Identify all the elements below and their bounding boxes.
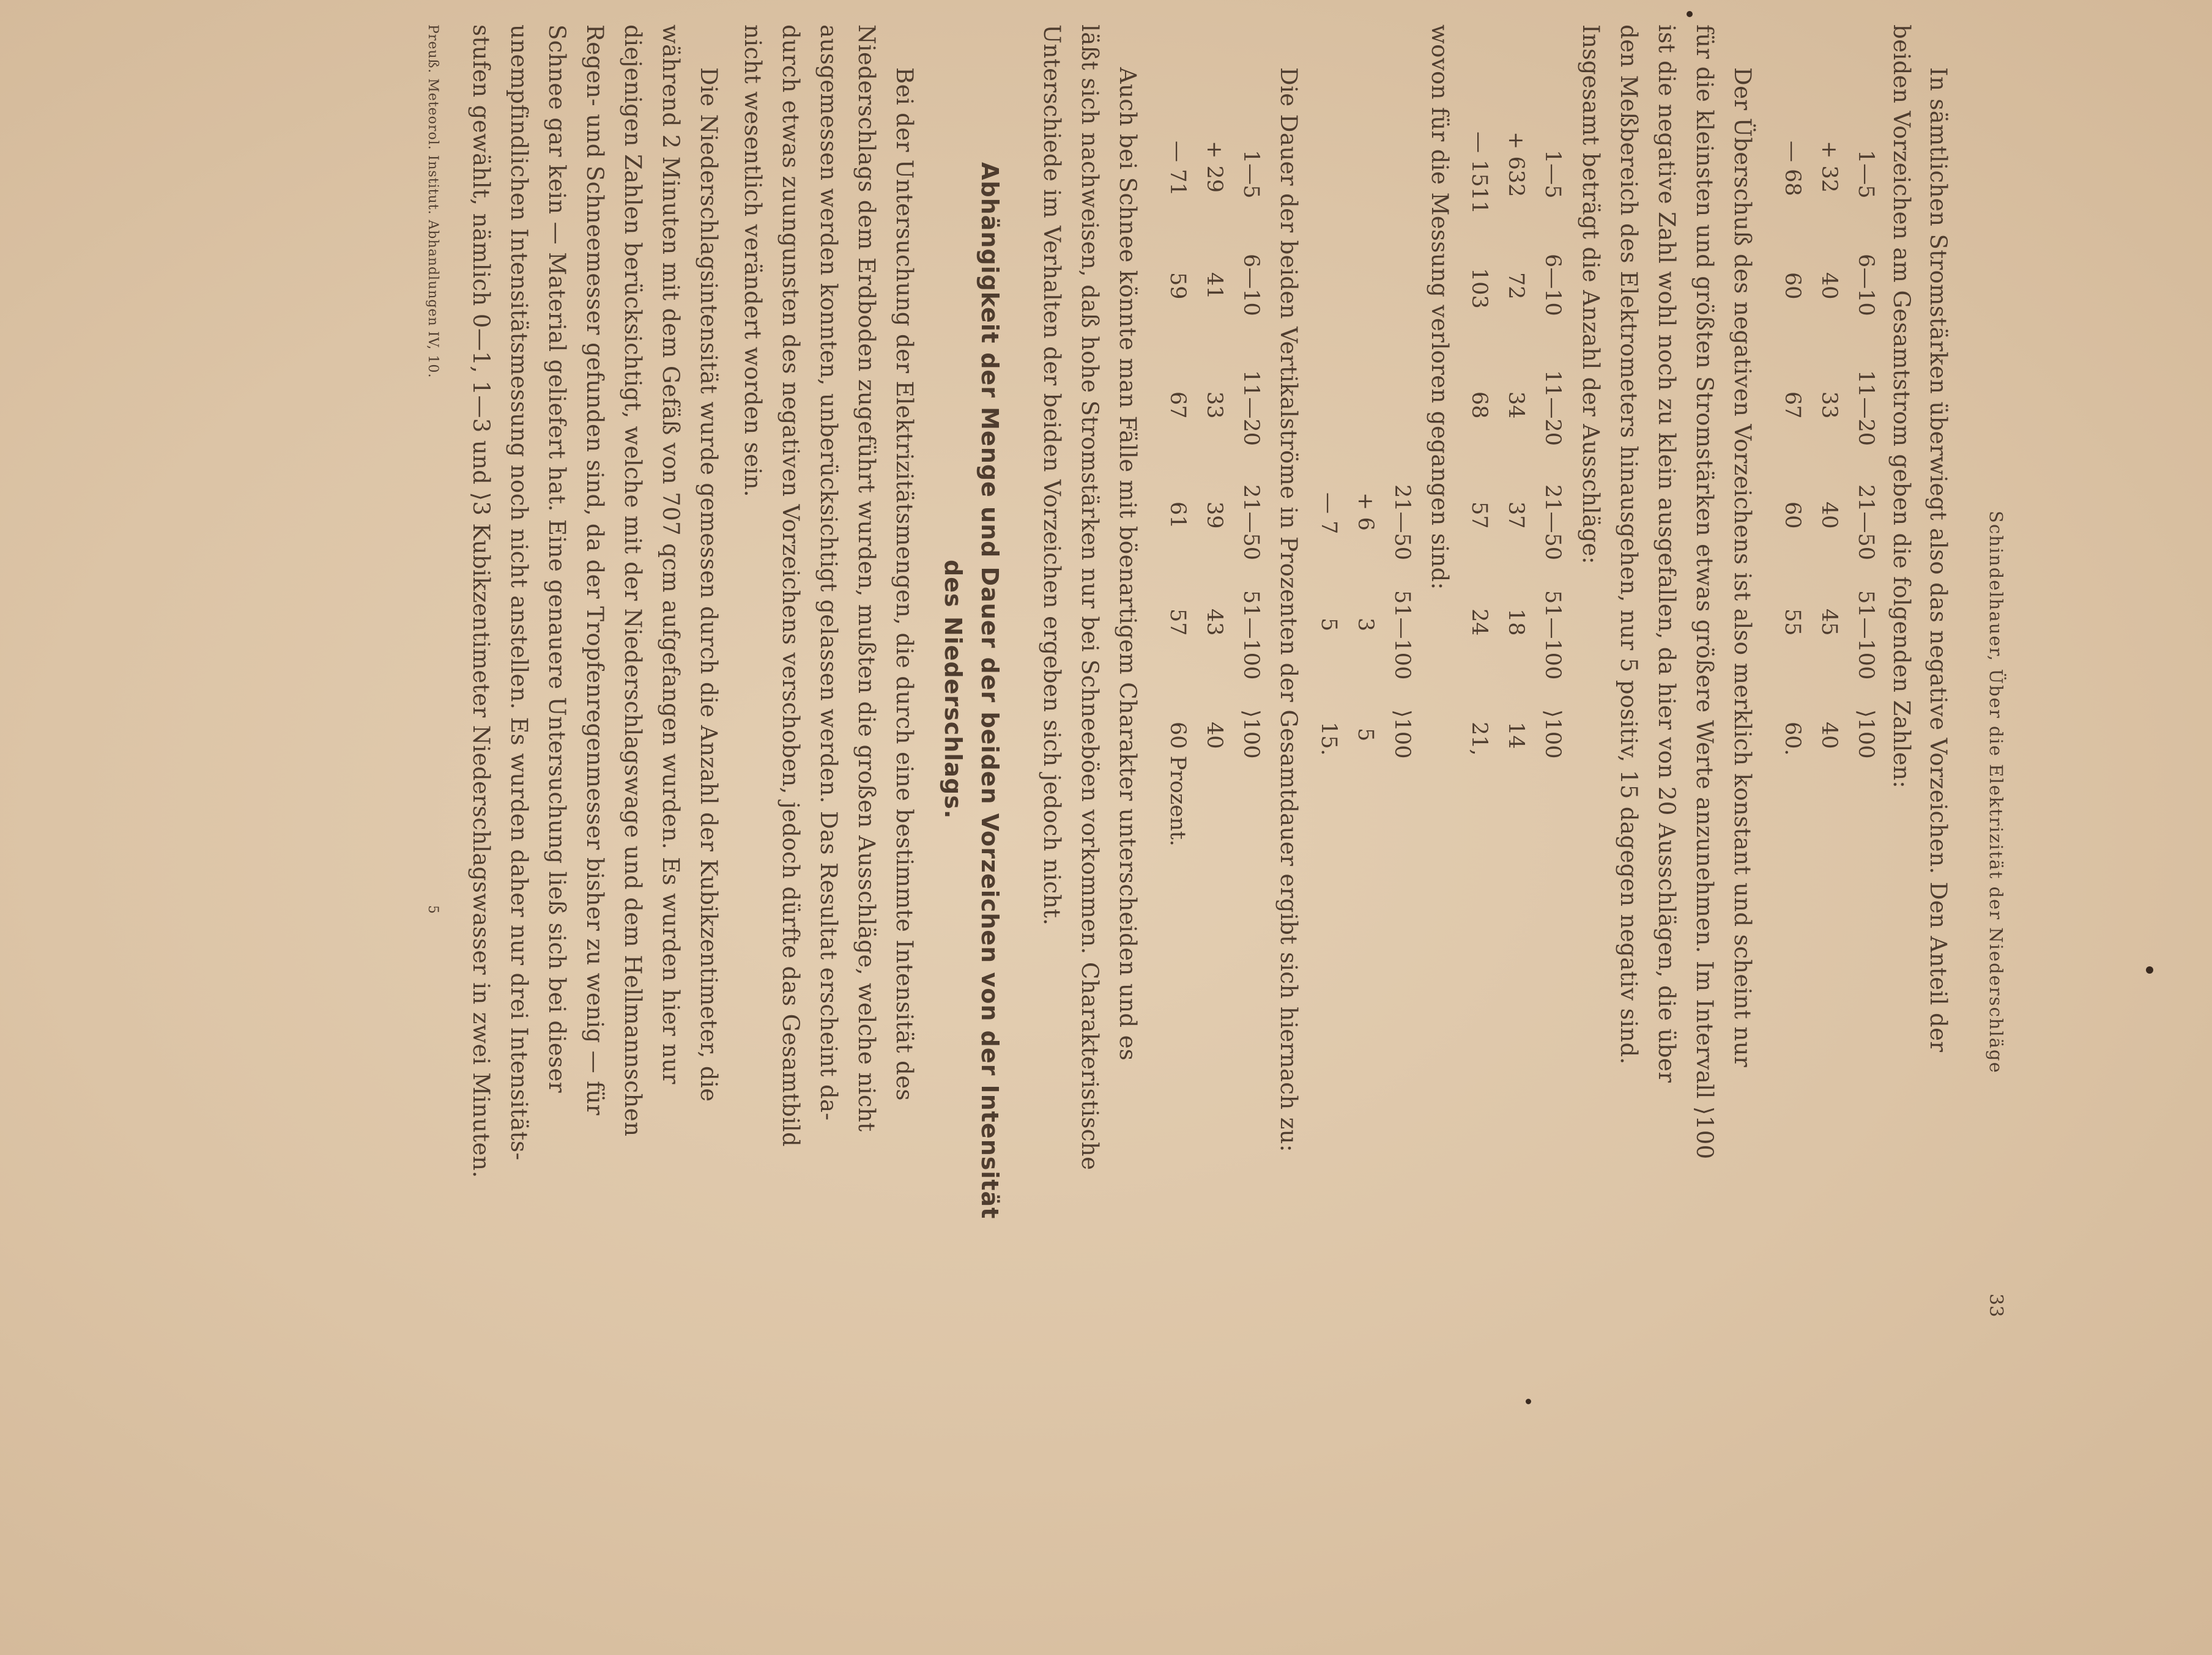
- table-cell: 21—50: [1540, 484, 1565, 561]
- dust-speck: [1687, 11, 1693, 17]
- table-cell: 5: [1316, 618, 1341, 632]
- text-line: wovon für die Messung verloren gegangen sind:: [1427, 24, 1453, 590]
- table-cell: + 632: [1504, 131, 1528, 198]
- page-number: 33: [1985, 1294, 2006, 1317]
- table-cell: 34: [1504, 391, 1528, 419]
- text-line: für die kleinsten und größten Stromstärken etwas größere Werte anzunehmen. Im Intervall ⟩100: [1691, 24, 1718, 1160]
- table-cell: 33: [1202, 391, 1227, 419]
- table-cell: 21—50: [1390, 484, 1414, 561]
- table-cell: 57: [1467, 502, 1491, 529]
- text-line: Niederschlags dem Erdboden zugeführt wurden, mußten die großen Ausschläge, welche nicht: [853, 24, 880, 1132]
- table-cell: 59: [1165, 272, 1190, 300]
- table-cell: 60: [1780, 272, 1805, 300]
- text-line: Insgesamt beträgt die Anzahl der Ausschläge:: [1578, 24, 1604, 565]
- table-cell: 61: [1165, 502, 1190, 529]
- table-cell: 1—5: [1854, 150, 1878, 199]
- table-cell: 103: [1467, 268, 1491, 309]
- table-cell: 1—5: [1540, 150, 1565, 199]
- table-cell: 51—100: [1390, 590, 1414, 680]
- text-line: ausgemessen werden konnten, unberücksichtigt gelassen werden. Das Resultat erscheint da-: [815, 24, 842, 1121]
- table-cell: 60.: [1780, 722, 1805, 756]
- table-cell: 51—100: [1239, 590, 1263, 680]
- text-line: Bei der Untersuchung der Elektrizitätsmengen, die durch eine bestimmte Intensität des: [891, 67, 918, 1101]
- text-line: Die Niederschlagsintensität wurde gemessen durch die Anzahl der Kubikzentimeter, die: [696, 67, 722, 1102]
- table-cell: — 7: [1316, 492, 1341, 535]
- table-cell: 5: [1353, 728, 1378, 742]
- table-cell: 14: [1504, 722, 1528, 749]
- table-cell: 6—10: [1540, 254, 1565, 316]
- table-cell: — 71: [1165, 141, 1190, 196]
- table-cell: 43: [1202, 609, 1227, 636]
- table-cell: — 1511: [1467, 131, 1491, 215]
- table-cell: 40: [1202, 722, 1227, 749]
- text-line: Auch bei Schnee könnte man Fälle mit böenartigem Charakter unterscheiden und es: [1115, 67, 1141, 1061]
- table-cell: 6—10: [1239, 254, 1263, 316]
- text-line: läßt sich nachweisen, daß hohe Stromstärken nur bei Schneeböen vorkommen. Charakteristische: [1077, 24, 1103, 1171]
- text-line: Die Dauer der beiden Vertikalströme in Prozenten der Gesamtdauer ergibt sich hiernach zu:: [1275, 67, 1302, 1152]
- table-cell: 45: [1817, 609, 1841, 636]
- text-line: Schnee gar kein — Material geliefert hat. Eine genauere Untersuchung ließ sich bei dieser: [544, 24, 570, 1093]
- text-line: während 2 Minuten mit dem Gefäß von 707 qcm aufgefangen wurden. Es wurden hier nur: [658, 24, 684, 1084]
- text-line: ist die negative Zahl wohl noch zu klein ausgefallen, da hier von 20 Ausschlägen, die über: [1653, 24, 1680, 1083]
- table-cell: 60: [1780, 502, 1805, 529]
- text-line: In sämtlichen Stromstärken überwiegt also das negative Vorzeichen. Den Anteil der: [1925, 67, 1951, 1053]
- text-line: durch etwas zuungunsten des negativen Vorzeichens verschoben, jedoch dürfte das Gesamtbild: [778, 24, 804, 1147]
- table-cell: 11—20: [1854, 370, 1878, 446]
- text-line: diejenigen Zahlen berücksichtigt, welche mit der Niederschlagswage und dem Hellmannschen: [620, 24, 646, 1137]
- table-cell: 67: [1165, 391, 1190, 419]
- dust-speck: [2146, 966, 2153, 974]
- table-cell: 57: [1165, 609, 1190, 636]
- table-cell: 6—10: [1854, 254, 1878, 316]
- table-cell: 51—100: [1854, 590, 1878, 680]
- rotated-page: [232, 24, 2006, 1627]
- text-line: Der Überschuß des negativen Vorzeichens ist also merklich konstant und scheint nur: [1729, 67, 1756, 1068]
- table-cell: ⟩100: [1540, 709, 1565, 759]
- footnote: Preuß. Meteorol. Institut. Abhandlungen IV, 10.: [425, 24, 440, 379]
- table-cell: 21—50: [1854, 484, 1878, 561]
- text-line: unempfindlichen Intensitätsmessung noch nicht anstellen. Es wurden daher nur drei Intensitäts-: [506, 24, 532, 1161]
- table-cell: 21,: [1467, 722, 1491, 756]
- table-cell: 51—100: [1540, 590, 1565, 680]
- table-cell: ⟩100: [1854, 709, 1878, 759]
- table-cell: 1—5: [1239, 150, 1263, 199]
- table-cell: 21—50: [1239, 484, 1263, 561]
- table-cell: + 29: [1202, 141, 1227, 193]
- table-cell: 11—20: [1239, 370, 1263, 446]
- table-cell: 67: [1780, 391, 1805, 419]
- table-cell: 68: [1467, 391, 1491, 419]
- table-cell: ⟩100: [1390, 709, 1414, 759]
- table-cell: 3: [1353, 618, 1378, 632]
- table-cell: 33: [1817, 391, 1841, 419]
- text-line: Unterschiede im Verhalten der beiden Vorzeichen ergeben sich jedoch nicht.: [1039, 24, 1065, 926]
- table-cell: 39: [1202, 502, 1227, 529]
- table-cell: — 68: [1780, 141, 1805, 196]
- text-line: den Meßbereich des Elektrometers hinausgehen, nur 5 positiv, 15 dagegen negativ sind.: [1616, 24, 1642, 1065]
- table-cell: 40: [1817, 502, 1841, 529]
- text-line: stufen gewählt, nämlich 0—1, 1—3 und ⟩3 Kubikzentimeter Niederschlagswasser in zwei Minuten.: [468, 24, 494, 1179]
- text-line: nicht wesentlich verändert worden sein.: [740, 24, 766, 497]
- text-line: Regen- und Schneemesser gefunden sind, da der Tropfenregenmesser bisher zu wenig — für: [582, 24, 608, 1116]
- table-cell: 11—20: [1540, 370, 1565, 446]
- section-heading: Abhängigkeit der Menge und Dauer der beiden Vorzeichen von der Intensität: [976, 162, 1003, 1220]
- table-cell: 40: [1817, 272, 1841, 300]
- table-cell: 18: [1504, 609, 1528, 636]
- running-head: Schindelhauer, Über die Elektrizität der Niederschläge: [1986, 511, 2006, 1074]
- table-cell: + 6: [1353, 492, 1378, 531]
- table-cell: + 32: [1817, 141, 1841, 193]
- table-cell: 37: [1504, 502, 1528, 529]
- table-cell: 40: [1817, 722, 1841, 749]
- text-line: beiden Vorzeichen am Gesamtstrom geben die folgenden Zahlen:: [1888, 24, 1915, 789]
- table-cell: 55: [1780, 609, 1805, 636]
- table-cell: 60 Prozent.: [1165, 722, 1190, 846]
- section-heading: des Niederschlags.: [940, 560, 967, 820]
- signature-mark: 5: [425, 905, 440, 914]
- table-cell: 24: [1467, 609, 1491, 636]
- table-cell: 72: [1504, 272, 1528, 300]
- table-cell: 41: [1202, 272, 1227, 300]
- table-cell: ⟩100: [1239, 709, 1263, 759]
- table-cell: 15.: [1316, 722, 1341, 756]
